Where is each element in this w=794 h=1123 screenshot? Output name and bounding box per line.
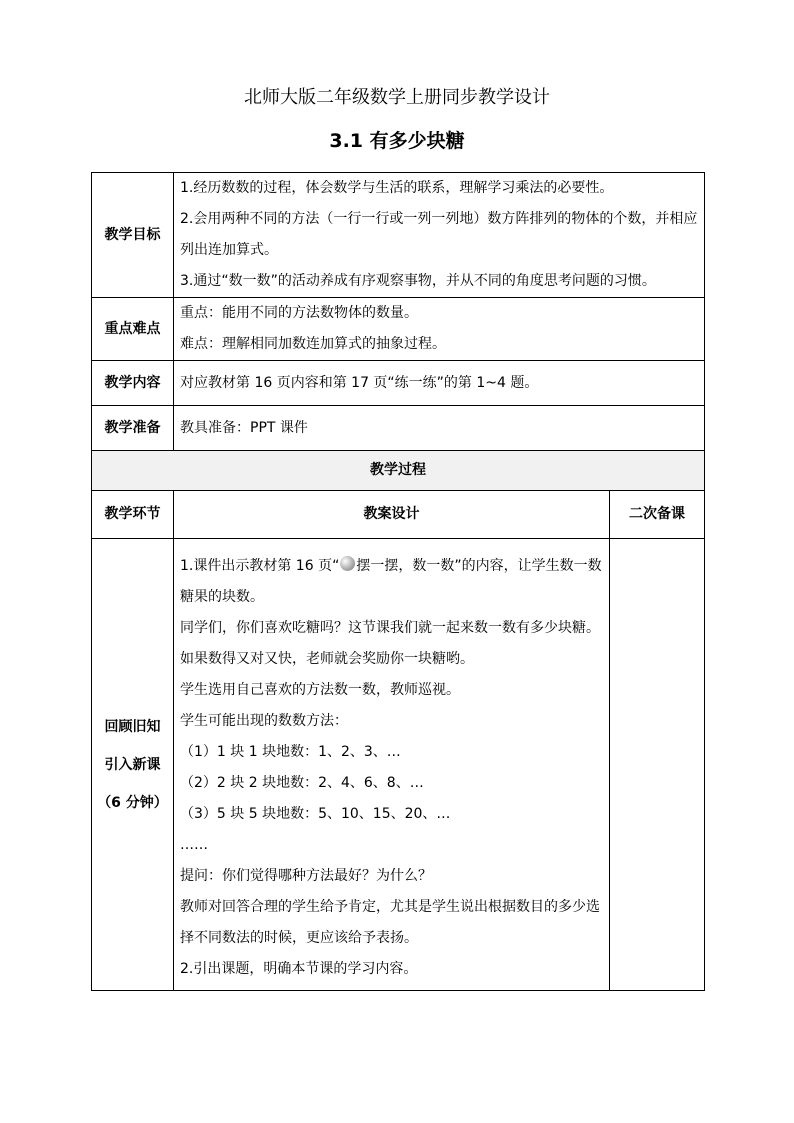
stage-intro — [180, 551, 603, 613]
design-line: 提问：你们觉得哪种方法最好？为什么？ — [180, 868, 432, 884]
key-points-label: 重点难点 — [92, 298, 174, 361]
design-line: 教师对回答合理的学生给予肯定，尤其是学生说出根据数目的多少选择不同数法的时候，更应该给予表扬。 — [180, 899, 600, 946]
ball-icon — [340, 556, 355, 571]
key-point-item: 难点：理解相同加数连加算式的抽象过程。 — [180, 336, 446, 352]
preparation-label: 教学准备 — [92, 406, 174, 451]
content-text: 对应教材第 16 页内容和第 17 页“练一练”的第 1~4 题。 — [174, 361, 705, 406]
stage-label — [92, 539, 174, 991]
design-line: 学生可能出现的数数方法： — [180, 713, 348, 729]
design-line: （1）1 块 1 块地数：1、2、3、… — [180, 744, 401, 760]
stage-duration: （6 分钟） — [97, 794, 168, 811]
preparation-row — [92, 406, 705, 451]
preparation-text: 教具准备：PPT 课件 — [174, 406, 705, 451]
objective-item: 1.经历数数的过程，体会数学与生活的联系，理解学习乘法的必要性。 — [180, 180, 614, 196]
stage-label-line: 回顾旧知 — [104, 718, 161, 735]
stage-design-content — [174, 539, 610, 991]
objective-item: 3.通过“数一数”的活动养成有序观察事物，并从不同的角度思考问题的习惯。 — [180, 273, 656, 289]
stage-label-line: 引入新课 — [104, 756, 161, 773]
objective-item: 2.会用两种不同的方法（一行一行或一列一列地）数方阵排列的物体的个数，并相应列出连加算式。 — [180, 211, 698, 258]
process-section-title: 教学过程 — [92, 451, 705, 491]
content-row — [92, 361, 705, 406]
stage-notes-cell — [610, 539, 705, 991]
key-points-row — [92, 298, 705, 361]
content-label: 教学内容 — [92, 361, 174, 406]
stage-row — [92, 539, 705, 991]
lesson-title: 3.1 有多少块糖 — [329, 130, 465, 152]
stage-intro-text: 1.课件出示教材第 16 页“ — [180, 558, 340, 574]
objectives-row — [92, 173, 705, 298]
design-line: 同学们，你们喜欢吃糖吗？这节课我们就一起来数一数有多少块糖。如果数得又对又快，老师就会奖励你一块糖哟。 — [180, 620, 600, 667]
document-title: 北师大版二年级数学上册同步教学设计 — [244, 87, 550, 108]
key-points-content — [174, 298, 705, 361]
notes-column-header: 二次备课 — [610, 491, 705, 539]
design-line: …… — [180, 837, 208, 853]
design-line: （3）5 块 5 块地数：5、10、15、20、… — [180, 806, 451, 822]
design-line: 2.引出课题，明确本节课的学习内容。 — [180, 961, 418, 977]
design-line: （2）2 块 2 块地数：2、4、6、8、… — [180, 775, 424, 791]
design-column-header: 教案设计 — [174, 491, 610, 539]
key-point-item: 重点：能用不同的方法数物体的数量。 — [180, 305, 418, 321]
stage-column-header: 教学环节 — [92, 491, 174, 539]
stage-intro-text: 摆一摆，数一数”的内容，让学生数一数糖果的块数。 — [180, 558, 602, 605]
process-section-row — [92, 451, 705, 491]
lesson-plan-table — [91, 172, 705, 991]
design-line: 学生选用自己喜欢的方法数一数，教师巡视。 — [180, 682, 460, 698]
objectives-label: 教学目标 — [92, 173, 174, 298]
objectives-content — [174, 173, 705, 298]
process-header-row — [92, 491, 705, 539]
